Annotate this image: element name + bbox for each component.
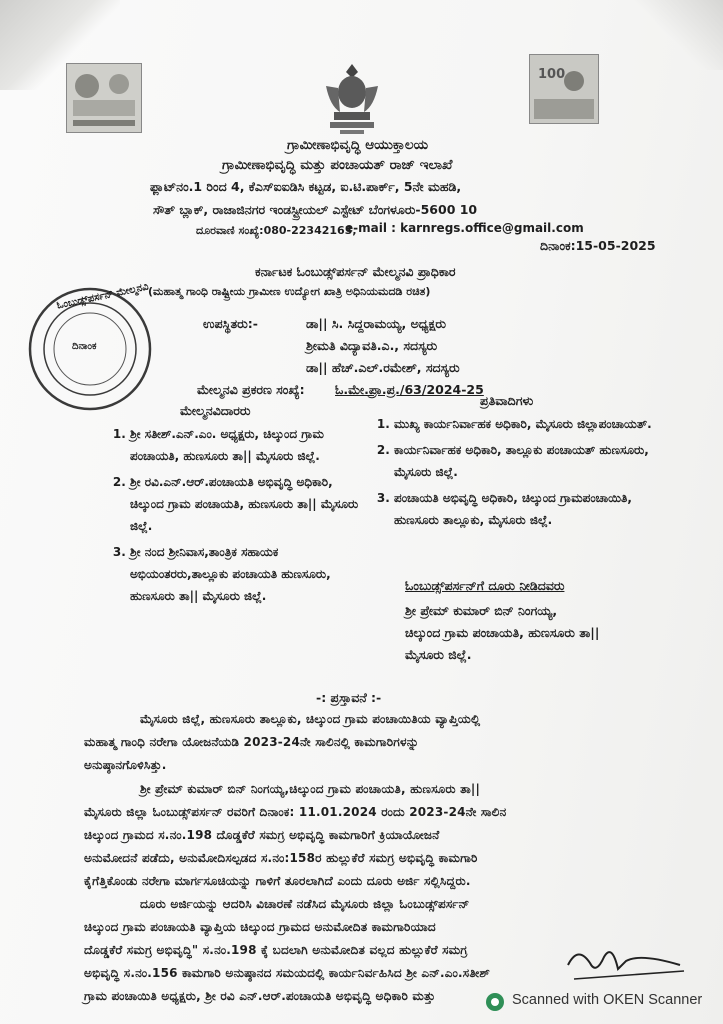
respondents-heading: ಪ್ರತಿವಾದಿಗಳು (480, 393, 534, 408)
oken-logo-icon (486, 993, 504, 1011)
department-name: ಗ್ರಾಮೀಣಾಭಿವೃದ್ಧಿ ಮತ್ತು ಪಂಚಾಯತ್ ರಾಜ್ ಇಲಾಖೆ (222, 157, 453, 173)
scanner-label: Scanned with OKEN Scanner (512, 992, 703, 1008)
present-member: ಶ್ರೀಮತಿ ವಿದ್ಯಾವತಿ.ಎ., ಸದಸ್ಯರು (306, 338, 438, 353)
preamble-line: ಮೈಸೂರು ಜಿಲ್ಲಾ ಓಂಬುಡ್ಸ್‌ಪರ್ಸನ್ ರವರಿಗೆ ದಿನಾಂಕ: 11.01.2024 ರಂದು 2023-24ನೇ ಸಾಲಿನ (84, 805, 507, 819)
complainant-line: ಶ್ರೀ ಪ್ರೇಮ್ ಕುಮಾರ್ ಬಿನ್ ನಿಂಗಯ್ಯ, (405, 603, 558, 618)
office-seal-stamp (26, 281, 154, 413)
preamble-line: ಮೈಸೂರು ಜಿಲ್ಲೆ, ಹುಣಸೂರು ತಾಲ್ಲೂಕು, ಚಿಲ್ಕುಂದ ಗ್ರಾಮ ಪಂಚಾಯಿತಿಯ ವ್ಯಾಪ್ತಿಯಲ್ಲಿ (140, 712, 481, 726)
logo-number: 100 (538, 67, 566, 82)
preamble-line: ಅಭಿವೃದ್ಧಿ ಸ.ನಂ.156 ಕಾಮಗಾರಿ ಅನುಷ್ಠಾನದ ಸಮಯದಲ್ಲಿ ಕಾರ್ಯನಿರ್ವಹಿಸಿದ ಶ್ರೀ ಎನ್.ಎಂ.ಸತೀಶ್ (84, 966, 491, 980)
complainant-heading: ಓಂಬುಡ್ಸ್‌ಪರ್ಸನ್‌ಗೆ ದೂರು ನೀಡಿದವರು (405, 578, 565, 593)
right-logo-image (529, 54, 599, 124)
preamble-line: ಶ್ರೀ ಪ್ರೇಮ್ ಕುಮಾರ್ ಬಿನ್ ನಿಂಗಯ್ಯ,ಚಿಲ್ಕುಂದ ಗ್ರಾಮ ಪಂಚಾಯತಿ, ಹುಣಸೂರು ತಾ|| (140, 782, 481, 796)
preamble-line: ಮಹಾತ್ಮ ಗಾಂಧಿ ನರೇಗಾ ಯೋಜನೆಯಡಿ 2023-24ನೇ ಸಾಲಿನಲ್ಲಿ ಕಾಮಗಾರಿಗಳನ್ನು (84, 735, 420, 749)
complainant-line: ಮೈಸೂರು ಜಿಲ್ಲೆ. (405, 647, 472, 662)
complainant-line: ಚಿಲ್ಕುಂದ ಗ್ರಾಮ ಪಂಚಾಯತಿ, ಹುಣಸೂರು ತಾ|| (405, 625, 600, 640)
present-label: ಉಪಸ್ಥಿತರು:- (203, 316, 258, 331)
preamble-line: ಗ್ರಾಮ ಪಂಚಾಯಿತಿ ಅಧ್ಯಕ್ಷರು, ಶ್ರೀ ರವಿ ಎನ್.ಆರ್.ಪಂಚಾಯತಿ ಅಭಿವೃದ್ಧಿ ಅಧಿಕಾರಿ ಮತ್ತು (84, 989, 436, 1003)
authority-subtitle: (ಮಹಾತ್ಮ ಗಾಂಧಿ ರಾಷ್ಟ್ರೀಯ ಗ್ರಾಮೀಣ ಉದ್ಯೋಗ ಖಾತ್ರಿ ಅಧಿನಿಯಮದಡಿ ರಚಿತ) (148, 285, 431, 298)
present-member: ಡಾ|| ಸಿ. ಸಿದ್ದರಾಮಯ್ಯ, ಅಧ್ಯಕ್ಷರು (306, 316, 446, 331)
karnataka-emblem-icon (320, 58, 384, 138)
preamble-line: ಚಿಲ್ಕುಂದ ಗ್ರಾಮದ ಸ.ನಂ.198 ದೊಡ್ಡಕೆರೆ ಸಮಗ್ರ ಅಭಿವೃದ್ಧಿ ಕಾಮಗಾರಿಗೆ ಕ್ರಿಯಾಯೋಜನೆ (84, 828, 440, 842)
case-number-label: ಮೇಲ್ಮನವಿ ಪ್ರಕರಣ ಸಂಖ್ಯೆ: (197, 382, 305, 397)
office-name: ಗ್ರಾಮೀಣಾಭಿವೃದ್ಧಿ ಆಯುಕ್ತಾಲಯ (287, 137, 429, 153)
email-address: e-mail : karnregs.office@gmail.com (345, 221, 584, 235)
respondent-item: 3. ಪಂಚಾಯತಿ ಅಭಿವೃದ್ಧಿ ಅಧಿಕಾರಿ, ಚಿಲ್ಕುಂದ ಗ್ರಾಮಪಂಚಾಯಿತಿ, ಹುಣಸೂರು ತಾಲ್ಲೂಕು, ಮೈಸೂರು ಜಿಲ್ಲೆ. (394, 487, 672, 531)
present-member: ಡಾ|| ಹೆಚ್.ಎಲ್.ರಮೇಶ್, ಸದಸ್ಯರು (306, 360, 460, 375)
document-date: ದಿನಾಂಕ:15-05-2025 (540, 238, 656, 253)
authority-name: ಕರ್ನಾಟಕ ಓಂಬುಡ್ಸ್‌ಪರ್ಸನ್ ಮೇಲ್ಮನವಿ ಪ್ರಾಧಿಕಾರ (255, 264, 456, 279)
preamble-line: ಅನುಮೋದನೆ ಪಡೆದು, ಅನುಮೋದಿಸಲ್ಪಡದ ಸ.ನಂ:158ರ ಹುಲ್ಲುಕೆರೆ ಸಮಗ್ರ ಅಭಿವೃದ್ಧಿ ಕಾಮಗಾರಿ (84, 851, 478, 865)
case-number-value: ಓ.ಮೇ.ಪ್ರಾ.ಪ್ರ./63/2024-25 (335, 382, 484, 397)
left-logo-image (66, 63, 142, 133)
preamble-line: ಅನುಷ್ಠಾನಗೊಳಿಸಿತ್ತು. (84, 758, 167, 772)
preamble-line: ಚಿಲ್ಕುಂದ ಗ್ರಾಮ ಪಂಚಾಯತಿ ವ್ಯಾಪ್ತಿಯ ಚಿಲ್ಕುಂದ ಗ್ರಾಮದ ಅನುಮೋದಿತ ಕಾಮಗಾರಿಯಾದ (84, 920, 436, 934)
appellants-list (108, 423, 366, 611)
preamble-line: ದೊಡ್ಡಕೆರೆ ಸಮಗ್ರ ಅಭಿವೃದ್ಧಿ" ಸ.ನಂ.198 ಕ್ಕೆ ಬದಲಾಗಿ ಅನುಮೋದಿತ ವಲ್ಲದ ಹುಲ್ಲುಕೆರೆ ಸಮಗ್ರ (84, 943, 468, 957)
address-line-2: ಸೌತ್ ಬ್ಲಾಕ್, ರಾಜಾಜಿನಗರ ಇಂಡಸ್ಟ್ರೀಯಲ್ ಎಸ್ಟೇಟ್ ಬೆಂಗಳೂರು-5600 10 (153, 202, 478, 217)
handwritten-signature (560, 935, 690, 990)
respondent-item: 2. ಕಾರ್ಯನಿರ್ವಾಹಕ ಅಧಿಕಾರಿ, ತಾಲ್ಲೂಕು ಪಂಚಾಯತ್ ಹುಣಸೂರು, ಮೈಸೂರು ಜಿಲ್ಲೆ. (394, 439, 672, 483)
phone-number: ದೂರವಾಣಿ ಸಂಖ್ಯೆ:080-22342163, (196, 224, 357, 237)
appellant-item: 1. ಶ್ರೀ ಸತೀಶ್.ಎನ್.ಎಂ. ಅಧ್ಯಕ್ಷರು, ಚಿಲ್ಕುಂದ ಗ್ರಾಮ ಪಂಚಾಯತಿ, ಹುಣಸೂರು ತಾ|| ಮೈಸೂರು ಜಿಲ್ಲೆ. (130, 423, 366, 467)
preamble-line: ದೂರು ಅರ್ಜಿಯನ್ನು ಆದರಿಸಿ ವಿಚಾರಣೆ ನಡೆಸಿದ ಮೈಸೂರು ಜಿಲ್ಲಾ ಓಂಬುಡ್ಸ್‌ಪರ್ಸನ್ (140, 897, 470, 911)
scanner-watermark (486, 990, 711, 1014)
seal-inner-text: ದಿನಾಂಕ (72, 341, 97, 352)
preamble-heading: -: ಪ್ರಸ್ತಾವನೆ :- (316, 690, 382, 705)
respondents-list (372, 413, 672, 535)
seal-text: ಓಂಬುಡ್ಸ್‌ಪರ್ಸನ್ ಮೇಲ್ಮನವಿ (55, 281, 150, 312)
preamble-line: ಕೈಗೆತ್ತಿಕೊಂಡು ನರೇಗಾ ಮಾರ್ಗಸೂಚಿಯನ್ನು ಗಾಳಿಗೆ ತೂರಲಾಗಿದೆ ಎಂದು ದೂರು ಅರ್ಜಿ ಸಲ್ಲಿಸಿದ್ದರು. (84, 874, 471, 888)
address-line-1: ಫ್ಲಾಟ್‌ನಂ.1 ರಿಂದ 4, ಕೆಎಸ್‌ಐಐಡಿಸಿ ಕಟ್ಟಡ, ಐ.ಟಿ.ಪಾರ್ಕ್, 5ನೇ ಮಹಡಿ, (150, 179, 462, 194)
page-corner-shadow-right (628, 0, 723, 70)
appellant-item: 2. ಶ್ರೀ ರವಿ.ಎನ್.ಆರ್.ಪಂಚಾಯತಿ ಅಭಿವೃದ್ಧಿ ಅಧಿಕಾರಿ, ಚಿಲ್ಕುಂದ ಗ್ರಾಮ ಪಂಚಾಯತಿ, ಹುಣಸೂರು ತಾ|| ಮೈಸೂರು ಜಿಲ್ಲೆ. (130, 471, 366, 537)
appellants-heading: ಮೇಲ್ಮನವಿದಾರರು (180, 403, 251, 418)
appellant-item: 3. ಶ್ರೀ ನಂದ ಶ್ರೀನಿವಾಸ,ತಾಂತ್ರಿಕ ಸಹಾಯಕ ಅಭಿಯಂತರರು,ತಾಲ್ಲೂಕು ಪಂಚಾಯತಿ ಹುಣಸೂರು, ಹುಣಸೂರು ತಾ|| ಮೈಸೂರು ಜಿಲ್ಲೆ. (130, 541, 366, 607)
respondent-item: 1. ಮುಖ್ಯ ಕಾರ್ಯನಿರ್ವಾಹಕ ಅಧಿಕಾರಿ, ಮೈಸೂರು ಜಿಲ್ಲಾಪಂಚಾಯತ್. (394, 413, 672, 435)
